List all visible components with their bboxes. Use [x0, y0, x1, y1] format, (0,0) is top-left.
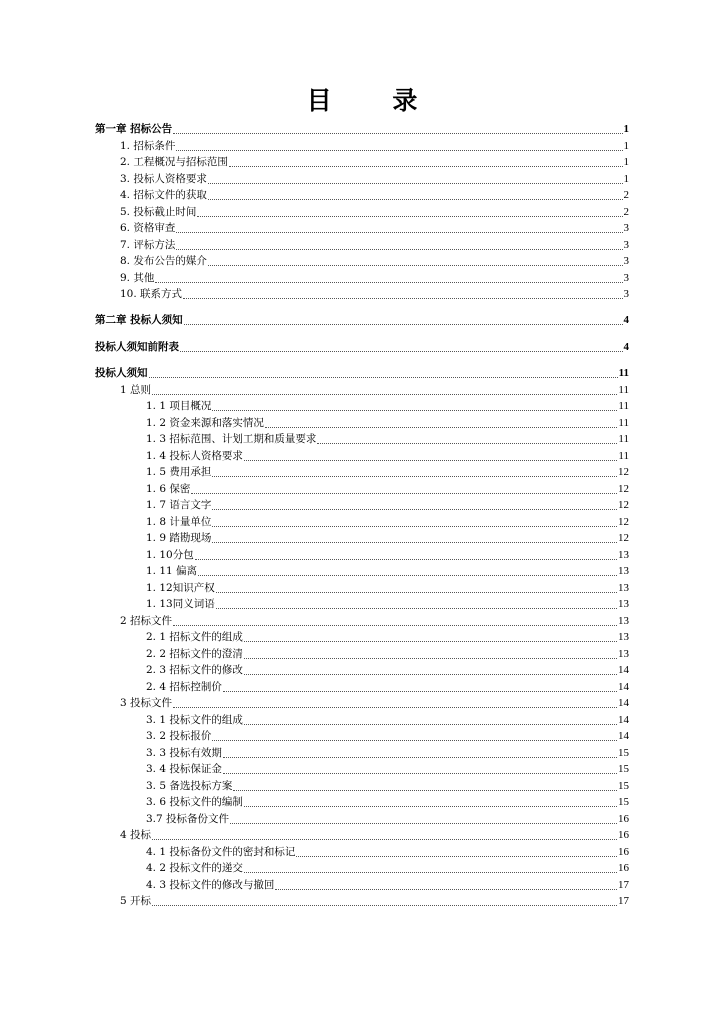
- dot-leader: [317, 432, 617, 444]
- toc-entry-title: 4. 3 投标文件的修改与撤回: [146, 879, 275, 891]
- dot-leader: [191, 482, 617, 494]
- toc-entry-title: 2 招标文件: [120, 615, 173, 627]
- toc-entry-page-number: 16: [618, 829, 629, 841]
- toc-entry[interactable]: [146, 744, 629, 760]
- toc-entry[interactable]: [146, 661, 629, 677]
- toc-entry-page-number: 11: [618, 367, 629, 379]
- toc-entry[interactable]: [120, 892, 629, 908]
- dot-leader: [155, 271, 622, 283]
- dot-leader: [149, 366, 618, 378]
- toc-entry-page-number: 15: [618, 763, 629, 775]
- toc-entry[interactable]: [146, 777, 629, 793]
- toc-entry-page-number: 2: [623, 189, 629, 201]
- toc-entry[interactable]: [120, 252, 629, 268]
- toc-entry-title: 1. 8 计量单位: [146, 516, 212, 528]
- dot-leader: [265, 416, 618, 428]
- toc-entry-page-number: 1: [623, 173, 629, 185]
- dot-leader: [197, 205, 622, 217]
- toc-entry-page-number: 11: [618, 384, 629, 396]
- toc-entry-page-number: 16: [618, 813, 629, 825]
- toc-entry-page-number: 13: [618, 631, 629, 643]
- toc-entry[interactable]: [146, 513, 629, 529]
- toc-entry-title: 1. 1 项目概况: [146, 400, 212, 412]
- toc-entry-page-number: 16: [618, 846, 629, 858]
- toc-entry-title: 3. 1 投标文件的组成: [146, 714, 243, 726]
- dot-leader: [296, 845, 617, 857]
- toc-entry-title: 1. 3 招标范围、计划工期和质量要求: [146, 433, 317, 445]
- toc-entry-page-number: 3: [623, 255, 629, 267]
- toc-entry[interactable]: [120, 236, 629, 252]
- dot-leader: [244, 449, 618, 461]
- toc-entry-title: 9. 其他: [120, 272, 155, 284]
- toc-entry[interactable]: [146, 447, 629, 463]
- dot-leader: [275, 878, 617, 890]
- toc-entry-title: 2. 3 招标文件的修改: [146, 664, 243, 676]
- dot-leader: [223, 680, 617, 692]
- toc-entry-page-number: 4: [623, 341, 629, 353]
- toc-entry[interactable]: [146, 810, 629, 826]
- toc-entry-page-number: 14: [618, 714, 629, 726]
- toc-entry[interactable]: [146, 645, 629, 661]
- dot-leader: [244, 647, 617, 659]
- dot-leader: [152, 383, 617, 395]
- toc-entry-page-number: 14: [618, 730, 629, 742]
- toc-entry[interactable]: [146, 414, 629, 430]
- toc-entry-title: 3. 5 备选投标方案: [146, 780, 233, 792]
- dot-leader: [184, 313, 623, 325]
- toc-entry[interactable]: [146, 876, 629, 892]
- toc-entry-page-number: 11: [618, 400, 629, 412]
- toc-entry-title: 1. 2 资金来源和落实情况: [146, 417, 264, 429]
- toc-entry-page-number: 2: [623, 206, 629, 218]
- toc-entry[interactable]: [146, 760, 629, 776]
- dot-leader: [173, 122, 622, 134]
- toc-entry[interactable]: [120, 186, 629, 202]
- toc-entry-page-number: 16: [618, 862, 629, 874]
- toc-entry-page-number: 12: [618, 516, 629, 528]
- dot-leader: [244, 861, 617, 873]
- dot-leader: [208, 188, 623, 200]
- toc-entry[interactable]: [95, 338, 629, 354]
- toc-entry-page-number: 13: [618, 615, 629, 627]
- toc-entry[interactable]: [146, 562, 629, 578]
- toc-entry-title: 7. 评标方法: [120, 239, 176, 251]
- toc-entry-page-number: 13: [618, 565, 629, 577]
- toc-entry[interactable]: [146, 463, 629, 479]
- toc-entry-page-number: 1: [623, 123, 629, 135]
- dot-leader: [176, 238, 622, 250]
- dot-leader: [176, 139, 622, 151]
- toc-entry[interactable]: [146, 711, 629, 727]
- dot-leader: [223, 762, 617, 774]
- toc-entry-page-number: 15: [618, 780, 629, 792]
- toc-entry-page-number: 17: [618, 879, 629, 891]
- toc-entry-page-number: 3: [623, 239, 629, 251]
- toc-entry-title: 2. 2 招标文件的澄清: [146, 648, 243, 660]
- dot-leader: [230, 812, 617, 824]
- toc-entry[interactable]: [146, 529, 629, 545]
- toc-entry[interactable]: [146, 579, 629, 595]
- toc-entry-title: 投标人须知: [95, 367, 148, 379]
- dot-leader: [176, 221, 622, 233]
- toc-entry-page-number: 12: [618, 532, 629, 544]
- toc-entry-title: 5. 投标截止时间: [120, 206, 197, 218]
- dot-leader: [244, 630, 617, 642]
- toc-entry-title: 投标人须知前附表: [95, 341, 179, 353]
- toc-entry-title: 1. 7 语言文字: [146, 499, 212, 511]
- toc-entry-page-number: 11: [618, 433, 629, 445]
- toc-entry[interactable]: [146, 496, 629, 512]
- toc-entry-title: 1. 9 踏勘现场: [146, 532, 212, 544]
- toc-entry-page-number: 4: [623, 314, 629, 326]
- toc-entry[interactable]: [120, 170, 629, 186]
- toc-entry[interactable]: [146, 397, 629, 413]
- dot-leader: [244, 663, 617, 675]
- dot-leader: [216, 597, 617, 609]
- dot-leader: [212, 399, 617, 411]
- toc-entry-title: 1 总则: [120, 384, 152, 396]
- toc-entry-title: 1. 13同义词语: [146, 598, 215, 610]
- toc-entry[interactable]: [146, 595, 629, 611]
- dot-leader: [212, 465, 617, 477]
- toc-entry-page-number: 13: [618, 648, 629, 660]
- toc-entry-page-number: 11: [618, 450, 629, 462]
- toc-entry-page-number: 3: [623, 288, 629, 300]
- toc-entry-title: 1. 10分包: [146, 549, 194, 561]
- toc-entry-title: 3.7 投标备份文件: [146, 813, 230, 825]
- toc-entry-title: 3. 投标人资格要求: [120, 173, 207, 185]
- toc-entry-page-number: 14: [618, 664, 629, 676]
- toc-entry[interactable]: [120, 694, 629, 710]
- toc-entry-title: 1. 11 偏离: [146, 565, 198, 577]
- toc-entry-title: 1. 招标条件: [120, 140, 176, 152]
- toc-entry-title: 4. 招标文件的获取: [120, 189, 207, 201]
- dot-leader: [229, 155, 623, 167]
- dot-leader: [173, 696, 617, 708]
- toc-entry[interactable]: [146, 430, 629, 446]
- dot-leader: [223, 746, 617, 758]
- toc-entry-title: 10. 联系方式: [120, 288, 183, 300]
- toc-entry-title: 2. 1 招标文件的组成: [146, 631, 243, 643]
- toc-entry-page-number: 12: [618, 483, 629, 495]
- toc-entry-page-number: 3: [623, 222, 629, 234]
- toc-entry-page-number: 14: [618, 697, 629, 709]
- dot-leader: [195, 548, 617, 560]
- toc-entry-page-number: 1: [623, 140, 629, 152]
- dot-leader: [183, 287, 622, 299]
- toc-entry[interactable]: [146, 546, 629, 562]
- toc-entry[interactable]: [95, 311, 629, 327]
- dot-leader: [152, 894, 617, 906]
- toc-entry-page-number: 12: [618, 466, 629, 478]
- toc-entry[interactable]: [146, 727, 629, 743]
- dot-leader: [216, 581, 617, 593]
- toc-entry[interactable]: [120, 612, 629, 628]
- dot-leader: [244, 713, 617, 725]
- toc-entry[interactable]: [120, 137, 629, 153]
- toc-entry-page-number: 1: [623, 156, 629, 168]
- toc-entry-title: 4 投标: [120, 829, 152, 841]
- dot-leader: [212, 729, 617, 741]
- toc-entry-title: 第二章 投标人须知: [95, 314, 183, 326]
- toc-entry-title: 1. 4 投标人资格要求: [146, 450, 243, 462]
- toc-entry-title: 6. 资格审查: [120, 222, 176, 234]
- toc-entry[interactable]: [146, 843, 629, 859]
- toc-entry[interactable]: [120, 219, 629, 235]
- toc-entry[interactable]: [146, 628, 629, 644]
- toc-entry-page-number: 17: [618, 895, 629, 907]
- toc-entry[interactable]: [120, 285, 629, 301]
- toc-entry[interactable]: [120, 381, 629, 397]
- toc-entry-page-number: 15: [618, 747, 629, 759]
- toc-entry-title: 3 投标文件: [120, 697, 173, 709]
- toc-entry[interactable]: [146, 480, 629, 496]
- toc-entry[interactable]: [120, 203, 629, 219]
- toc-entry-page-number: 13: [618, 549, 629, 561]
- toc-entry[interactable]: [146, 678, 629, 694]
- toc-entry-title: 4. 2 投标文件的递交: [146, 862, 243, 874]
- dot-leader: [180, 340, 623, 352]
- toc-entry-title: 3. 4 投标保证金: [146, 763, 222, 775]
- toc-entry[interactable]: [146, 859, 629, 875]
- toc-entry-page-number: 13: [618, 582, 629, 594]
- dot-leader: [208, 172, 623, 184]
- toc-entry-page-number: 12: [618, 499, 629, 511]
- toc-entry-page-number: 13: [618, 598, 629, 610]
- dot-leader: [208, 254, 623, 266]
- toc-entry-title: 3. 6 投标文件的编制: [146, 796, 243, 808]
- toc-entry-title: 3. 3 投标有效期: [146, 747, 222, 759]
- toc-entry[interactable]: [95, 364, 629, 380]
- toc-entry-title: 2. 工程概况与招标范围: [120, 156, 228, 168]
- toc-entry-page-number: 14: [618, 681, 629, 693]
- toc-entry-title: 第一章 招标公告: [95, 123, 173, 135]
- toc-title: 目 录: [306, 86, 444, 115]
- dot-leader: [233, 779, 617, 791]
- dot-leader: [152, 828, 617, 840]
- toc-entry[interactable]: [146, 793, 629, 809]
- toc-entry-title: 1. 12知识产权: [146, 582, 215, 594]
- toc-entry-title: 1. 6 保密: [146, 483, 191, 495]
- toc-entry-title: 2. 4 招标控制价: [146, 681, 222, 693]
- toc-entry-title: 1. 5 费用承担: [146, 466, 212, 478]
- toc-entry-title: 4. 1 投标备份文件的密封和标记: [146, 846, 296, 858]
- toc-entry-page-number: 11: [618, 417, 629, 429]
- dot-leader: [212, 515, 617, 527]
- toc-entry[interactable]: [95, 120, 629, 136]
- toc-entry[interactable]: [120, 826, 629, 842]
- toc-entry[interactable]: [120, 153, 629, 169]
- toc-entry-title: 5 开标: [120, 895, 152, 907]
- dot-leader: [212, 531, 617, 543]
- toc-entry-title: 8. 发布公告的媒介: [120, 255, 207, 267]
- dot-leader: [244, 795, 617, 807]
- toc-entry-page-number: 15: [618, 796, 629, 808]
- toc-entry[interactable]: [120, 269, 629, 285]
- toc-entry-page-number: 3: [623, 272, 629, 284]
- dot-leader: [173, 614, 617, 626]
- dot-leader: [212, 498, 617, 510]
- toc-entry-title: 3. 2 投标报价: [146, 730, 212, 742]
- dot-leader: [198, 564, 617, 576]
